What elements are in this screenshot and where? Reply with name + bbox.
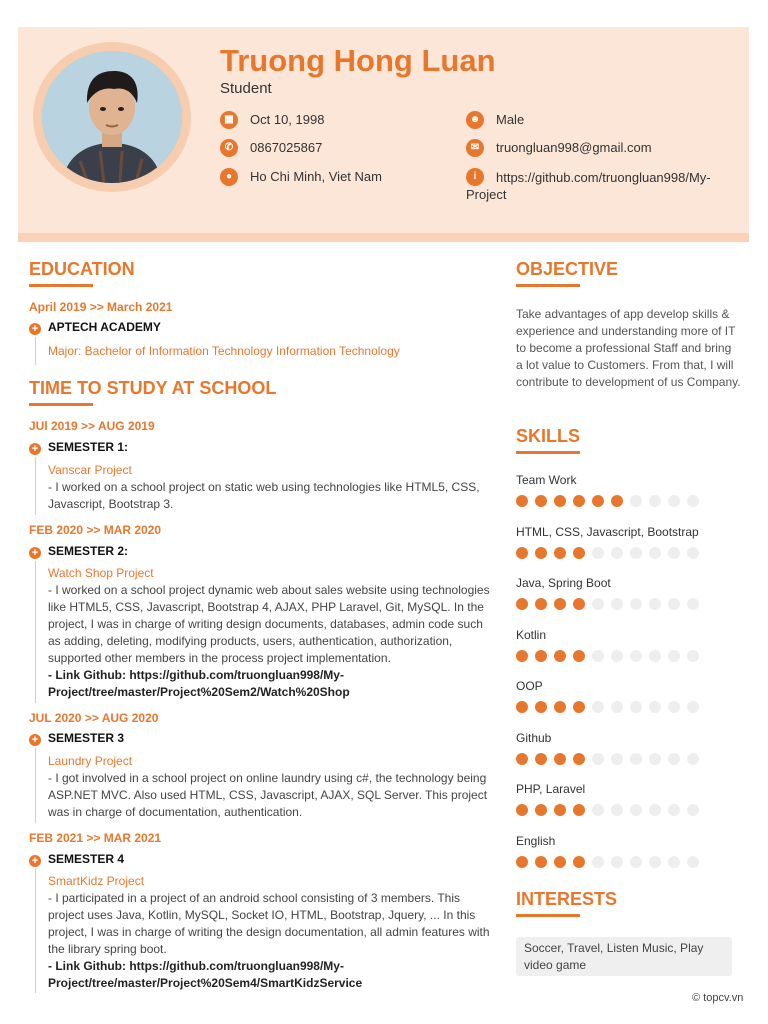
rating-dot-filled: [516, 495, 528, 507]
rating-dot-filled: [535, 598, 547, 610]
rating-dot-empty: [592, 856, 604, 868]
study-date-1: JUl 2019 >> AUG 2019: [29, 419, 155, 433]
study-body-3: [48, 753, 496, 821]
rating-dot-empty: [630, 598, 642, 610]
project-desc: - I worked on a school project on static web using technologies like HTML5, CSS, Javascript, Bootstrap 3.: [48, 480, 480, 511]
calendar-icon: ▦: [220, 111, 238, 129]
rating-dot-filled: [516, 701, 528, 713]
objective-title: OBJECTIVE: [516, 259, 619, 279]
plus-circle-icon: +: [29, 443, 41, 455]
rating-dot-filled: [573, 650, 585, 662]
skill-name: HTML, CSS, Javascript, Bootstrap: [516, 524, 699, 539]
rating-dot-empty: [649, 804, 661, 816]
education-date: April 2019 >> March 2021: [29, 300, 173, 314]
info-icon: i: [466, 168, 484, 186]
semester-label: SEMESTER 3: [48, 731, 125, 745]
plus-circle-icon: +: [29, 855, 41, 867]
rating-dot-empty: [649, 547, 661, 559]
rating-dot-empty: [630, 547, 642, 559]
rating-dot-filled: [554, 753, 566, 765]
email-value: truongluan998@gmail.com: [496, 140, 652, 155]
rating-dot-filled: [516, 804, 528, 816]
study-date-2: FEB 2020 >> MAR 2020: [29, 523, 162, 537]
rating-dot-filled: [554, 598, 566, 610]
rating-dot-filled: [535, 547, 547, 559]
rating-dot-empty: [592, 598, 604, 610]
rating-dot-empty: [592, 753, 604, 765]
education-timeline: [35, 337, 36, 365]
study-body-2: [48, 565, 496, 701]
rating-dot-filled: [554, 804, 566, 816]
rating-dot-empty: [668, 753, 680, 765]
location-pin-icon: ●: [220, 168, 238, 186]
education-major: [48, 343, 496, 360]
rating-dot-filled: [516, 650, 528, 662]
skill-name: PHP, Laravel: [516, 782, 586, 796]
study-underline: [29, 403, 93, 406]
study-timeline-3: [35, 748, 36, 823]
rating-dot-filled: [573, 753, 585, 765]
rating-dot-filled: [535, 650, 547, 662]
rating-dot-filled: [535, 856, 547, 868]
project-desc: - I worked on a school project dynamic web about sales website using technologies like HTML5, CSS, Javascript, Bootstrap 4, AJAX, PHP Laravel, Git, MySQL. In the project, I was in charge of writing design documents, databases, admin code such as adding, deleting, modifying products, users, authentication, authorization, supported other members in the process project implementation.: [48, 583, 490, 665]
gender-value: Male: [496, 112, 525, 127]
rating-dot-empty: [649, 856, 661, 868]
study-body-4: [48, 873, 496, 992]
school-name: APTECH ACADEMY: [48, 320, 161, 334]
rating-dot-filled: [516, 547, 528, 559]
rating-dot-filled: [554, 547, 566, 559]
rating-dot-empty: [611, 753, 623, 765]
study-semester-4: [29, 852, 124, 867]
skill-name: OOP: [516, 679, 543, 693]
rating-dot-filled: [573, 701, 585, 713]
rating-dot-empty: [687, 753, 699, 765]
project-name: SmartKidz Project: [48, 874, 145, 888]
rating-dot-filled: [535, 495, 547, 507]
skills-underline: [516, 451, 580, 454]
rating-dot-empty: [630, 753, 642, 765]
rating-dot-empty: [630, 701, 642, 713]
plus-circle-icon: +: [29, 734, 41, 746]
project-desc: - I got involved in a school project on online laundry using c#, the technology being ASP.NET MVC. Also used HTML, CSS, Javascript, AJAX, SQL Server. This project was in charge of documentation, authentication.: [48, 771, 488, 819]
rating-dot-filled: [573, 804, 585, 816]
rating-dot-empty: [630, 495, 642, 507]
skill-name: Java, Spring Boot: [516, 576, 611, 590]
avatar: [42, 51, 182, 183]
rating-dot-filled: [516, 753, 528, 765]
rating-dot-filled: [516, 598, 528, 610]
interests-underline: [516, 914, 580, 917]
rating-dot-empty: [668, 495, 680, 507]
objective-text: Take advantages of app develop skills & experience and understanding more of IT to become a professional Staff and bring a lot value to Customers. From that, I will contribute to development of us Company.: [516, 307, 741, 389]
phone-icon: ✆: [220, 139, 238, 157]
study-title: TIME TO STUDY AT SCHOOL: [29, 378, 277, 398]
plus-circle-icon: +: [29, 547, 41, 559]
major-text: Major: Bachelor of Information Technology Information Technology: [48, 344, 400, 358]
rating-dot-empty: [611, 547, 623, 559]
education-underline: [29, 284, 93, 287]
candidate-name: Truong Hong Luan: [220, 43, 496, 78]
rating-dot-empty: [611, 701, 623, 713]
semester-label: SEMESTER 1:: [48, 440, 129, 454]
footer-credit: © topcv.vn: [692, 992, 744, 1004]
rating-dot-empty: [649, 495, 661, 507]
user-icon: ☻: [466, 111, 484, 129]
interests-title: INTERESTS: [516, 889, 618, 909]
rating-dot-empty: [649, 598, 661, 610]
rating-dot-filled: [535, 804, 547, 816]
rating-dot-filled: [554, 650, 566, 662]
rating-dot-empty: [611, 650, 623, 662]
skill-name: Kotlin: [516, 627, 547, 642]
study-semester-2: [29, 544, 128, 559]
rating-dot-empty: [611, 598, 623, 610]
rating-dot-filled: [573, 856, 585, 868]
study-timeline-1: [35, 457, 36, 515]
phone-value: 0867025867: [250, 140, 323, 155]
interests-text: Soccer, Travel, Listen Music, Play video game: [524, 941, 704, 972]
address-value: Ho Chi Minh, Viet Nam: [250, 169, 382, 184]
rating-dot-empty: [611, 804, 623, 816]
dob-value: Oct 10, 1998: [250, 112, 325, 127]
rating-dot-filled: [611, 495, 623, 507]
rating-dot-filled: [573, 598, 585, 610]
rating-dot-empty: [649, 650, 661, 662]
skill-name: English: [516, 833, 556, 848]
skill-name: Github: [516, 730, 552, 745]
rating-dot-filled: [535, 701, 547, 713]
rating-dot-filled: [573, 547, 585, 559]
avatar-image: [42, 51, 182, 183]
rating-dot-empty: [630, 650, 642, 662]
plus-circle-icon: +: [29, 323, 41, 335]
project-link[interactable]: - Link Github: https://github.com/truongluan998/My-Project/tree/master/Project%20Sem2/Watch%20Shop: [48, 668, 350, 699]
project-name: Watch Shop Project: [48, 566, 154, 580]
rating-dot-empty: [687, 804, 699, 816]
rating-dot-empty: [668, 650, 680, 662]
project-link[interactable]: - Link Github: https://github.com/truongluan998/My-Project/tree/master/Project%20Sem4/SmartKidzService: [48, 959, 363, 990]
rating-dot-empty: [649, 701, 661, 713]
project-desc: - I participated in a project of an android school consisting of 3 members. This project uses Java, Kotlin, MySQL, Socket IO, HTML, Bootstrap, Jquery, ... In this project, I was in charge of writing the design documentation, all admin features with the library spring boot.: [48, 891, 490, 956]
semester-label: SEMESTER 2:: [48, 544, 129, 558]
study-semester-3: [29, 731, 124, 746]
rating-dot-empty: [630, 804, 642, 816]
project-name: Vanscar Project: [48, 463, 132, 477]
study-timeline-4: [35, 869, 36, 993]
rating-dot-empty: [611, 856, 623, 868]
rating-dot-empty: [592, 650, 604, 662]
rating-dot-empty: [668, 804, 680, 816]
rating-dot-filled: [554, 495, 566, 507]
rating-dot-filled: [573, 495, 585, 507]
skills-title: SKILLS: [516, 426, 581, 446]
rating-dot-filled: [592, 495, 604, 507]
education-school: [29, 320, 161, 335]
website-value[interactable]: https://github.com/truongluan998/My-Project: [466, 170, 711, 202]
rating-dot-empty: [687, 650, 699, 662]
skill-name: Team Work: [516, 473, 577, 487]
rating-dot-empty: [668, 701, 680, 713]
study-semester-1: [29, 440, 128, 455]
header-divider: [18, 233, 749, 242]
education-title: EDUCATION: [29, 259, 135, 279]
rating-dot-empty: [592, 804, 604, 816]
rating-dot-empty: [687, 547, 699, 559]
rating-dot-empty: [687, 495, 699, 507]
rating-dot-empty: [592, 701, 604, 713]
rating-dot-filled: [554, 856, 566, 868]
rating-dot-empty: [687, 701, 699, 713]
rating-dot-filled: [554, 701, 566, 713]
study-date-3: JUL 2020 >> AUG 2020: [29, 711, 159, 725]
objective-underline: [516, 284, 580, 287]
rating-dot-empty: [592, 547, 604, 559]
rating-dot-empty: [687, 856, 699, 868]
avatar-frame: [33, 42, 191, 192]
study-date-4: FEB 2021 >> MAR 2021: [29, 831, 162, 845]
rating-dot-empty: [687, 598, 699, 610]
project-name: Laundry Project: [48, 754, 133, 768]
rating-dot-empty: [668, 856, 680, 868]
study-timeline-2: [35, 561, 36, 703]
study-body-1: [48, 462, 496, 513]
interests-box: [516, 937, 732, 976]
email-icon: ✉: [466, 139, 484, 157]
rating-dot-empty: [668, 547, 680, 559]
rating-dot-filled: [516, 856, 528, 868]
candidate-role: Student: [220, 80, 272, 97]
rating-dot-filled: [535, 753, 547, 765]
semester-label: SEMESTER 4: [48, 852, 125, 866]
rating-dot-empty: [630, 856, 642, 868]
rating-dot-empty: [649, 753, 661, 765]
rating-dot-empty: [668, 598, 680, 610]
